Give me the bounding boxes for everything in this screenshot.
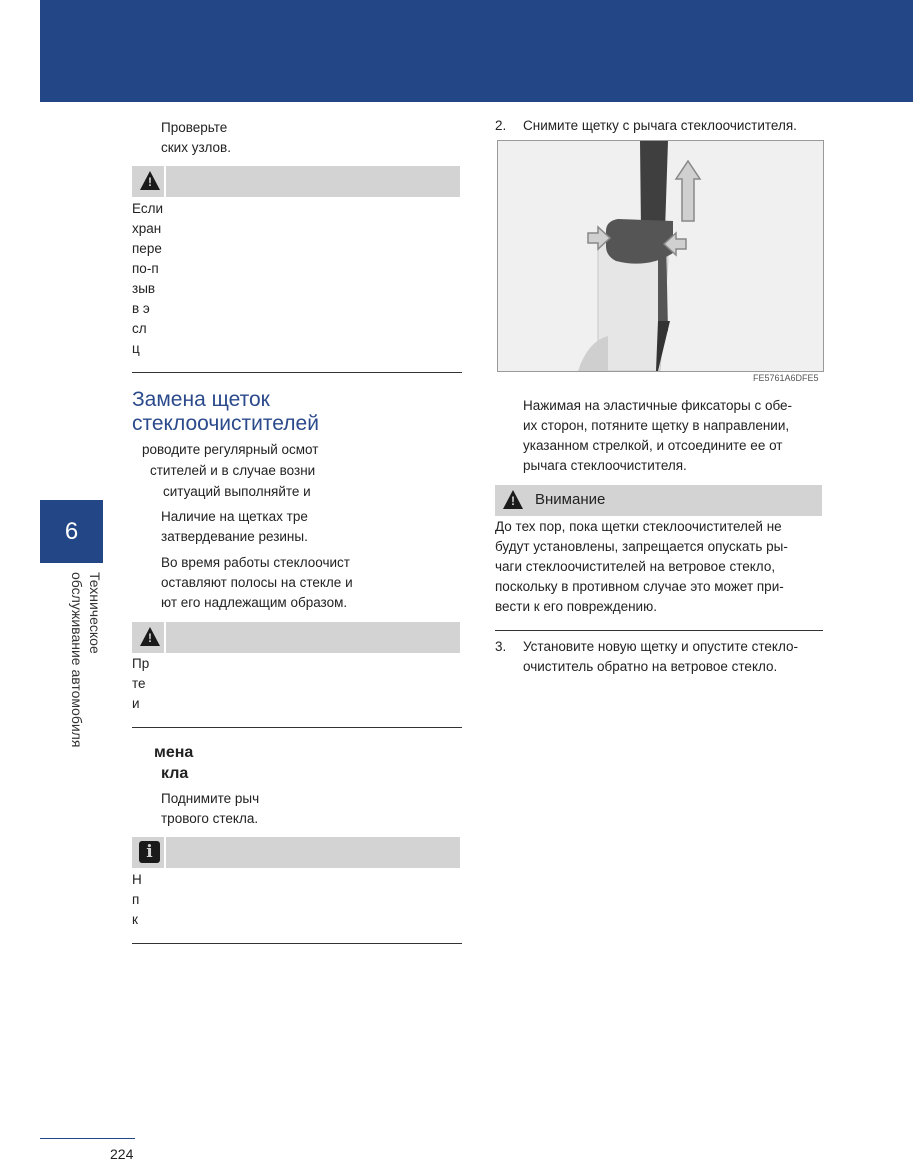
wiper-illustration [498,141,823,371]
chapter-tab [40,500,103,563]
step-3-number: 3. [495,639,507,654]
page-number: 224 [110,1146,134,1162]
intro-line: ских узлов. [161,140,231,155]
divider [132,727,462,728]
footer-rule [40,1138,135,1139]
divider [132,943,462,944]
step-2-number: 2. [495,118,507,133]
warning-line: ц [132,341,140,356]
warning-1-text [132,199,163,359]
caption-line: их сторон, потяните щетку в направлении, [523,418,790,433]
section-line: стителей и в случае возни [150,463,316,478]
item-line: ют его надлежащим образом. [161,595,348,610]
chapter-number: 6 [64,518,79,545]
step-line: трового стекла. [161,811,259,826]
warning-line: будут установлены, запрещается опускать ры- [495,539,788,554]
warning-triangle-icon: ! [132,166,166,197]
section-line: ситуаций выполняйте и [163,484,311,499]
warning-line: хран [132,221,162,236]
figure-code: FE5761A6DFE5 [753,373,819,383]
wiper-removal-figure [497,140,824,372]
warning-callout-2 [132,622,460,653]
figure-caption [523,396,823,476]
info-text [132,870,142,930]
warning-callout-right [495,485,822,516]
caption-line: указанном стрелкой, и отсоедините ее от [523,438,783,453]
warning-line: чаги стеклоочистителей на ветровое стекло, [495,559,776,574]
inspection-item-1 [161,507,308,547]
divider [495,630,823,631]
warning-line: пере [132,241,162,256]
warning-triangle-icon: ! [495,485,529,516]
step-line: Поднимите рыч [161,791,260,806]
step-2-text: Снимите щетку с рычага стеклоочистителя. [523,118,797,133]
warning-triangle-icon: ! [132,622,166,653]
header-band [40,0,913,102]
warning-line: До тех пор, пока щетки стеклоочистителей не [495,519,782,534]
warning-line: вести к его повреждению. [495,599,657,614]
warning-line: по-п [132,261,159,276]
intro-text [161,118,231,158]
chapter-title-line2: обслуживание автомобиля [69,572,85,748]
section-title [132,388,319,436]
info-icon: i [132,837,166,868]
sub-heading-line: мена [154,744,194,761]
chapter-title [64,572,104,772]
item-line: Во время работы стеклоочист [161,555,350,570]
warning-line: сл [132,321,147,336]
warning-line: Если [132,201,164,216]
warning-line: поскольку в противном случае это может при- [495,579,784,594]
warning-2-text [132,654,149,714]
warning-line: и [132,696,140,711]
step-line: Установите новую щетку и опустите стекло- [523,639,799,654]
sub-step [161,789,259,829]
info-line: п [132,892,140,907]
warning-line: те [132,676,146,691]
inspection-item-2 [161,553,353,613]
info-line: Н [132,872,142,887]
section-line: роводите регулярный осмот [142,442,319,457]
section-title-line: стеклоочистителей [132,412,319,435]
caption-line: Нажимая на эластичные фиксаторы с обе- [523,398,793,413]
warning-right-text [495,517,825,617]
info-callout [132,837,460,868]
chapter-title-line1: Техническое [87,572,103,654]
warning-line: зыв [132,281,156,296]
section-title-line: Замена щеток [132,388,270,411]
warning-title: Внимание [535,491,606,508]
step-3-text [523,637,798,677]
item-line: Наличие на щетках тре [161,509,308,524]
info-line: к [132,912,138,927]
item-line: оставляют полосы на стекле и [161,575,353,590]
divider [132,372,462,373]
item-line: затвердевание резины. [161,529,308,544]
warning-line: Пр [132,656,150,671]
warning-line: в э [132,301,150,316]
warning-callout-1 [132,166,460,197]
sub-heading-line: кла [161,765,189,782]
step-line: очиститель обратно на ветровое стекло. [523,659,778,674]
intro-line: Проверьте [161,120,228,135]
caption-line: рычага стеклоочистителя. [523,458,687,473]
